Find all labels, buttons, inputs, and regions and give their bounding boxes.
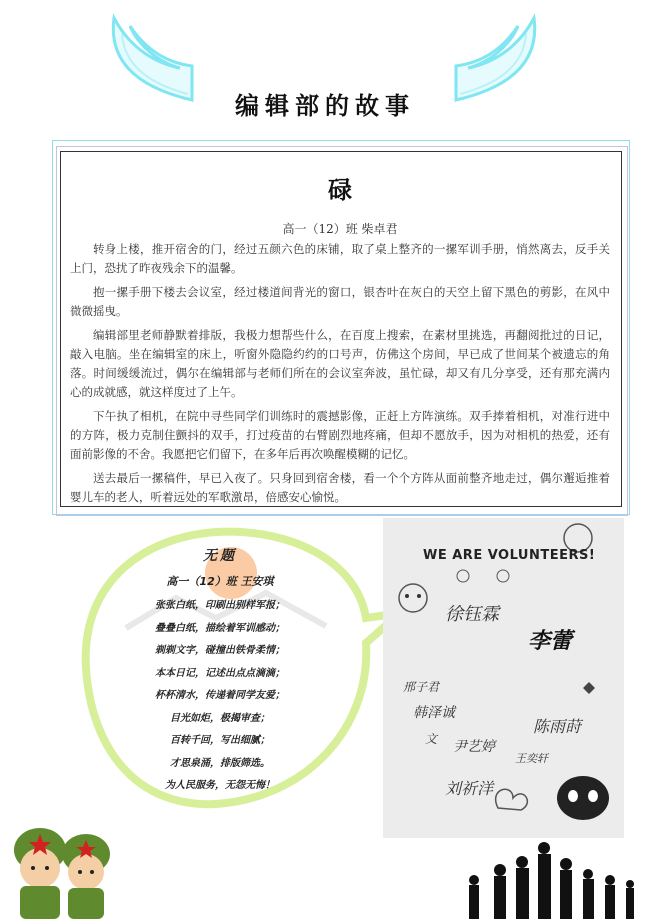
signature: 徐钰霖 (445, 604, 499, 625)
poem (80, 545, 360, 798)
photo-heading: WE ARE VOLUNTEERS! (423, 548, 596, 563)
poem-line: 杯杯清水，传递着同学友爱； (155, 690, 285, 701)
poem-line: 张张白纸，印刷出别样军报； (155, 600, 285, 611)
signature: 陈雨莳 (533, 717, 582, 736)
poem-line: 为人民服务，无怨无悔！ (165, 780, 275, 791)
poem-line: 才思泉涌，排版筛选。 (170, 757, 270, 769)
article-paragraph: 送去最后一摞稿件，早已入夜了。只身回到宿舍楼，看一个个方阵从面前整齐地走过，偶尔邂逅推着婴儿车的老人，听着远处的军歌激昂，倍感安心愉悦。 (70, 471, 610, 504)
soldier-silhouettes-decoration (460, 840, 640, 919)
poem-author: 高一（12）班 王安琪 (166, 575, 274, 588)
poem-line: 叠叠白纸，描绘着军训感动； (155, 622, 285, 634)
poem-line: 目光如炬，极揭审查； (170, 712, 270, 724)
article-title: 碌 (328, 175, 352, 204)
article-author: 高一（12）班 柴卓君 (282, 222, 398, 236)
poem-title: 无题 (203, 548, 237, 564)
poem-line: 百转千回，写出细腻； (170, 735, 270, 746)
signature: 尹艺婷 (453, 739, 495, 755)
signature: 李蕾 (528, 628, 573, 654)
article-paragraph: 抱一摞手册下楼去会议室，经过楼道间背光的窗口，银杏叶在灰白的天空上留下黑色的剪影，在风中微微摇曳。 (70, 285, 610, 318)
signature: 韩泽诚 (413, 705, 455, 721)
article-paragraph: 转身上楼，推开宿舍的门，经过五颜六色的床铺，取了桌上整齐的一摞军训手册，悄然离去，反手关上门，恐扰了昨夜残余下的温馨。 (70, 242, 610, 275)
signature: 邢子君 (403, 680, 440, 694)
volunteers-photo (383, 518, 624, 838)
signature: 文 (425, 732, 438, 746)
article-paragraph: 下午执了相机，在院中寻些同学们训练时的震撼影像，正赶上方阵演练。双手捧着相机，对准行进中的方阵，极力克制住颤抖的双手，打过疫苗的右臂剧烈地疼痛，但却不愿放手，因为对相机的热爱，还有面前影像的不舍。我愿把它们留下，在多年后再次唤醒模糊的记忆。 (70, 409, 610, 461)
cartoon-soldiers-illustration (8, 820, 116, 919)
page-title: 编辑部的故事 (235, 91, 415, 120)
article-paragraph: 编辑部里老师静默着排版，我极力想帮些什么，在百度上搜索，在素材里挑选，再翻阅批过的日记，敲入电脑。坐在编辑室的床上，听窗外隐隐约约的口号声，仿佛这个房间，早已成了世间某个被遗忘的角落。时间缓缓流过，偶尔在编辑部与老师们所在的会议室奔波，虽忙碌，却又有几分享受，还有那充满内心的成就感，就这样度过了上午。 (70, 328, 610, 399)
signature: 王奕轩 (515, 752, 548, 765)
article-body (70, 240, 610, 512)
poem-line: 本本日记，记述出点点滴滴； (155, 667, 285, 679)
poem-line: 剃剃文字，碰撞出铁骨柔情； (155, 645, 285, 656)
signature: 刘祈洋 (445, 779, 494, 798)
